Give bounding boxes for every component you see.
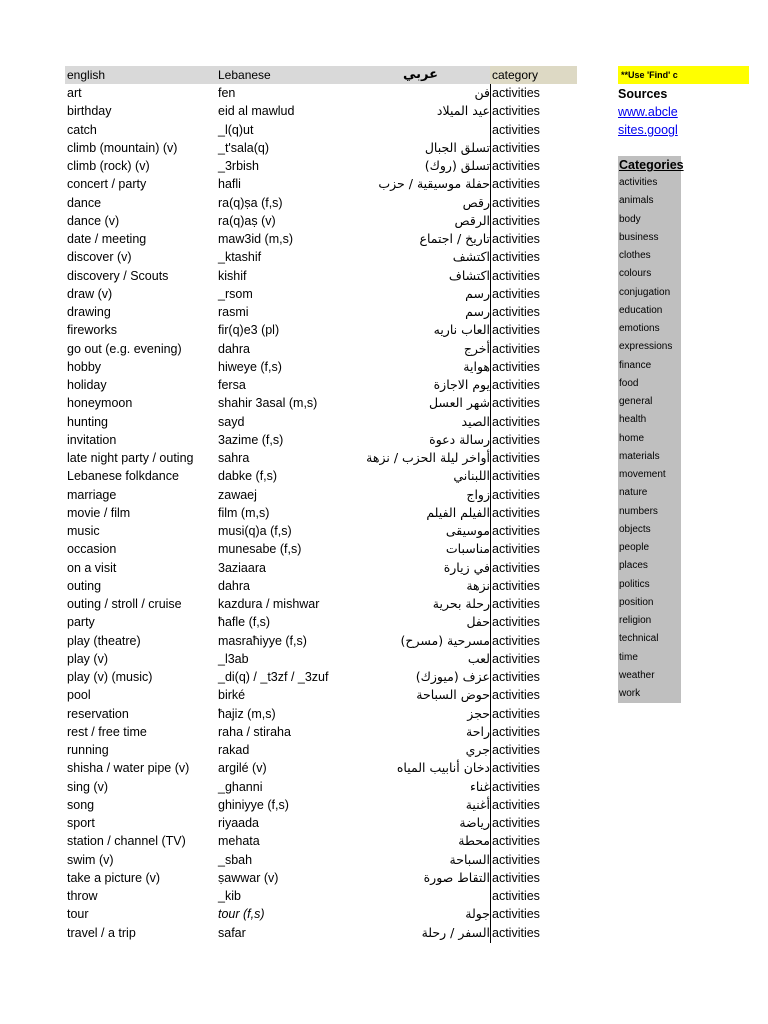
cell-category[interactable]: activities bbox=[492, 816, 540, 830]
category-item[interactable]: religion bbox=[619, 615, 652, 626]
cell-category[interactable]: activities bbox=[492, 761, 540, 776]
category-item[interactable]: education bbox=[619, 304, 663, 316]
cell-arabic[interactable]: نزهة bbox=[466, 577, 490, 593]
cell-arabic[interactable]: الفيلم الفيلم bbox=[426, 504, 490, 520]
category-item[interactable]: work bbox=[619, 688, 641, 699]
category-item[interactable]: activities bbox=[619, 177, 658, 188]
cell-english[interactable]: party bbox=[67, 615, 95, 630]
table-row bbox=[65, 540, 577, 558]
cell-category[interactable]: activities bbox=[492, 341, 540, 356]
cell-english[interactable]: play (v) bbox=[67, 651, 108, 666]
cell-lebanese[interactable]: hafli bbox=[218, 177, 241, 192]
source-link-1[interactable]: www.abcle bbox=[618, 105, 678, 119]
cell-arabic[interactable] bbox=[351, 887, 490, 905]
cell-lebanese[interactable]: ṣawwar (v) bbox=[218, 870, 279, 885]
cell-arabic[interactable]: لعب bbox=[467, 650, 490, 666]
cell-arabic[interactable]: أخرج bbox=[463, 340, 490, 356]
cell-arabic[interactable]: رياضة bbox=[459, 815, 490, 830]
cell-lebanese[interactable]: _sbah bbox=[218, 852, 253, 867]
cell-category[interactable]: activities bbox=[492, 378, 540, 392]
cell-lebanese[interactable]: _ktashif bbox=[218, 250, 262, 265]
cell-arabic[interactable]: حجز bbox=[467, 705, 490, 721]
category-item[interactable]: technical bbox=[619, 633, 659, 645]
category-item[interactable]: emotions bbox=[619, 323, 660, 334]
cell-english[interactable]: discovery / Scouts bbox=[67, 268, 169, 283]
category-item[interactable]: conjugation bbox=[619, 286, 671, 298]
cell-lebanese[interactable]: fir(q)e3 (pl) bbox=[218, 323, 280, 338]
category-item[interactable]: colours bbox=[619, 268, 652, 280]
cell-arabic[interactable]: تاريخ / اجتماع bbox=[419, 231, 490, 246]
table-row bbox=[65, 248, 577, 266]
cell-english[interactable]: art bbox=[67, 86, 82, 100]
table-row bbox=[65, 668, 577, 686]
categories-list bbox=[618, 156, 684, 703]
cell-arabic[interactable]: تسلق الجبال bbox=[424, 139, 490, 155]
cell-category[interactable]: activities bbox=[492, 359, 540, 374]
cell-category[interactable]: activities bbox=[492, 706, 540, 721]
category-item[interactable]: business bbox=[619, 231, 659, 243]
category-item[interactable]: movement bbox=[619, 469, 666, 480]
cell-lebanese[interactable]: _rsom bbox=[218, 286, 253, 301]
cell-arabic[interactable]: اكتشاف bbox=[448, 267, 490, 283]
cell-arabic[interactable]: اكتشف bbox=[452, 249, 490, 265]
table-row bbox=[65, 340, 577, 358]
category-item[interactable]: general bbox=[619, 396, 653, 407]
cell-category[interactable]: activities bbox=[492, 323, 540, 338]
table-row bbox=[65, 285, 577, 303]
cell-lebanese[interactable]: 3azime (f,s) bbox=[218, 432, 284, 447]
category-item[interactable]: people bbox=[619, 542, 650, 553]
cell-category[interactable]: activities bbox=[492, 597, 540, 611]
cell-lebanese[interactable]: mehata bbox=[218, 834, 260, 849]
categories-title[interactable]: Categories bbox=[619, 158, 684, 172]
table-row bbox=[65, 413, 577, 431]
table-row bbox=[65, 486, 577, 504]
cell-category[interactable]: activities bbox=[492, 779, 540, 794]
cell-english[interactable]: throw bbox=[67, 889, 98, 903]
table-header-row bbox=[65, 66, 577, 84]
table-row bbox=[65, 175, 577, 193]
cell-arabic[interactable]: محطة bbox=[458, 833, 490, 849]
cell-arabic[interactable]: حفل bbox=[466, 614, 490, 630]
cell-english[interactable]: station / channel (TV) bbox=[67, 834, 186, 849]
cell-english[interactable]: Lebanese folkdance bbox=[67, 469, 179, 484]
cell-category[interactable]: activities bbox=[492, 159, 540, 173]
table-row bbox=[65, 84, 577, 102]
cell-category[interactable]: activities bbox=[492, 797, 540, 812]
table-row bbox=[65, 723, 577, 741]
header-lebanese[interactable]: Lebanese bbox=[218, 68, 271, 82]
table-row bbox=[65, 267, 577, 285]
cell-category[interactable]: activities bbox=[492, 615, 540, 630]
cell-lebanese[interactable]: shahir 3asal (m,s) bbox=[218, 396, 318, 411]
cell-lebanese[interactable]: rakad bbox=[218, 743, 250, 757]
cell-english[interactable]: holiday bbox=[67, 378, 107, 392]
category-item[interactable]: finance bbox=[619, 359, 652, 371]
table-body bbox=[65, 84, 577, 942]
cell-arabic[interactable]: اللبناني bbox=[453, 468, 490, 484]
cell-english[interactable]: dance (v) bbox=[67, 213, 120, 228]
cell-arabic[interactable]: شهر العسل bbox=[428, 395, 490, 411]
cell-english[interactable]: outing / stroll / cruise bbox=[67, 597, 182, 611]
cell-category[interactable]: activities bbox=[492, 232, 540, 246]
cell-lebanese[interactable]: dahra bbox=[218, 578, 250, 593]
table-row bbox=[65, 686, 577, 704]
cell-arabic[interactable]: غناء bbox=[470, 778, 490, 794]
category-item[interactable]: clothes bbox=[619, 250, 651, 261]
cell-lebanese[interactable]: _l(q)ut bbox=[218, 122, 254, 137]
cell-english[interactable]: rest / free time bbox=[67, 724, 147, 739]
cell-lebanese[interactable]: raha / stiraha bbox=[218, 724, 291, 739]
cell-arabic[interactable]: جولة bbox=[465, 906, 490, 922]
cell-lebanese[interactable]: safar bbox=[218, 925, 246, 940]
cell-english[interactable]: draw (v) bbox=[67, 286, 113, 301]
cell-english[interactable]: swim (v) bbox=[67, 852, 114, 867]
cell-english[interactable]: tour bbox=[67, 907, 89, 922]
category-item[interactable]: position bbox=[619, 596, 654, 608]
cell-category[interactable]: activities bbox=[492, 578, 540, 593]
cell-english[interactable]: birthday bbox=[67, 104, 112, 119]
cell-arabic[interactable] bbox=[351, 121, 490, 139]
table-row bbox=[65, 741, 577, 759]
cell-lebanese[interactable]: argilé (v) bbox=[218, 761, 267, 776]
cell-category[interactable]: activities bbox=[492, 195, 540, 210]
vocabulary-table bbox=[65, 66, 577, 942]
cell-arabic[interactable]: زواج bbox=[466, 486, 490, 502]
table-row bbox=[65, 522, 577, 540]
cell-english[interactable]: discover (v) bbox=[67, 250, 132, 265]
cell-arabic[interactable]: مسرحية (مسرح) bbox=[400, 632, 490, 648]
header-category[interactable]: category bbox=[490, 66, 577, 84]
cell-arabic[interactable]: حوض السباحة bbox=[416, 687, 490, 703]
cell-category[interactable]: activities bbox=[492, 524, 540, 538]
cell-lebanese[interactable]: eid al mawlud bbox=[218, 104, 295, 119]
cell-english[interactable]: travel / a trip bbox=[67, 925, 136, 940]
table-row bbox=[65, 376, 577, 394]
cell-category[interactable]: activities bbox=[492, 834, 540, 849]
cell-arabic[interactable]: السفر / رحلة bbox=[421, 924, 490, 940]
table-row bbox=[65, 887, 577, 905]
category-item[interactable]: numbers bbox=[619, 505, 658, 517]
cell-english[interactable]: on a visit bbox=[67, 560, 117, 575]
cell-lebanese[interactable]: tour (f,s) bbox=[218, 907, 265, 922]
category-item[interactable]: body bbox=[619, 213, 641, 225]
table-row bbox=[65, 577, 577, 595]
cell-arabic[interactable]: أغنية bbox=[465, 796, 490, 812]
category-item[interactable]: food bbox=[619, 377, 639, 389]
cell-category[interactable]: activities bbox=[492, 670, 540, 684]
cell-category[interactable]: activities bbox=[492, 743, 540, 757]
cell-english[interactable]: sport bbox=[67, 816, 95, 830]
table-row bbox=[65, 139, 577, 157]
cell-english[interactable]: invitation bbox=[67, 432, 117, 447]
cell-english[interactable]: music bbox=[67, 524, 100, 538]
table-row bbox=[65, 303, 577, 321]
cell-arabic[interactable]: تسلق (روك) bbox=[424, 158, 490, 173]
cell-lebanese[interactable]: hiweye (f,s) bbox=[218, 359, 282, 374]
cell-english[interactable]: fireworks bbox=[67, 323, 118, 338]
category-item[interactable]: weather bbox=[619, 669, 655, 681]
cell-arabic[interactable]: أواخر ليلة الحزب / نزهة bbox=[366, 450, 490, 465]
cell-arabic[interactable]: حفلة موسيقية / حزب bbox=[378, 176, 490, 192]
sources-title: Sources bbox=[618, 87, 668, 101]
cell-lebanese[interactable]: dabke (f,s) bbox=[218, 469, 278, 484]
cell-english[interactable]: go out (e.g. evening) bbox=[67, 341, 182, 356]
cell-category[interactable]: activities bbox=[492, 469, 540, 484]
cell-lebanese[interactable]: ghiniyye (f,s) bbox=[218, 797, 289, 812]
cell-arabic[interactable]: مناسبات bbox=[445, 541, 490, 557]
table-row bbox=[65, 449, 577, 467]
cell-category[interactable]: activities bbox=[492, 177, 540, 192]
cell-arabic[interactable]: موسيقى bbox=[445, 523, 490, 538]
cell-lebanese[interactable]: sayd bbox=[218, 414, 245, 429]
header-arabic[interactable]: عربي bbox=[402, 67, 438, 82]
table-row bbox=[65, 869, 577, 887]
cell-lebanese[interactable]: _ghanni bbox=[218, 779, 263, 794]
cell-arabic[interactable]: التقاط صورة bbox=[423, 869, 490, 885]
cell-category[interactable]: activities bbox=[492, 724, 540, 739]
table-row bbox=[65, 321, 577, 339]
cell-english[interactable]: dance bbox=[67, 195, 102, 210]
table-row bbox=[65, 431, 577, 449]
table-row bbox=[65, 832, 577, 850]
table-row bbox=[65, 157, 577, 175]
cell-lebanese[interactable]: _t'sala(q) bbox=[218, 140, 270, 155]
cell-category[interactable]: activities bbox=[492, 286, 540, 301]
cell-category[interactable]: activities bbox=[492, 104, 540, 119]
cell-category[interactable]: activities bbox=[492, 432, 540, 447]
cell-lebanese[interactable]: film (m,s) bbox=[218, 505, 270, 520]
cell-category[interactable]: activities bbox=[492, 889, 540, 903]
cell-english[interactable]: hunting bbox=[67, 414, 109, 429]
cell-english[interactable]: play (v) (music) bbox=[67, 670, 153, 684]
table-row bbox=[65, 705, 577, 723]
cell-english[interactable]: play (theatre) bbox=[67, 633, 141, 648]
cell-arabic[interactable]: رحلة بحرية bbox=[432, 596, 490, 611]
cell-category[interactable]: activities bbox=[492, 414, 540, 429]
cell-category[interactable]: activities bbox=[492, 250, 540, 265]
cell-arabic[interactable]: السباحة bbox=[449, 851, 490, 867]
category-item[interactable]: expressions bbox=[619, 341, 673, 353]
cell-arabic[interactable]: فن bbox=[474, 85, 490, 100]
cell-lebanese[interactable]: kazdura / mishwar bbox=[218, 597, 320, 611]
cell-category[interactable]: activities bbox=[492, 122, 540, 137]
cell-english[interactable]: shisha / water pipe (v) bbox=[67, 761, 190, 776]
cell-english[interactable]: hobby bbox=[67, 359, 102, 374]
table-row bbox=[65, 814, 577, 832]
cell-lebanese[interactable]: _l3ab bbox=[218, 651, 249, 666]
cell-lebanese[interactable]: kishif bbox=[218, 268, 247, 283]
cell-english[interactable]: outing bbox=[67, 578, 102, 593]
cell-arabic[interactable]: الرقص bbox=[454, 212, 490, 228]
cell-arabic[interactable]: رسالة دعوة bbox=[429, 431, 490, 447]
cell-category[interactable]: activities bbox=[492, 907, 540, 922]
category-item[interactable]: health bbox=[619, 414, 647, 426]
category-item[interactable]: politics bbox=[619, 578, 650, 590]
cell-category[interactable]: activities bbox=[492, 505, 540, 520]
table-row bbox=[65, 796, 577, 814]
cell-lebanese[interactable]: maw3id (m,s) bbox=[218, 232, 294, 246]
cell-arabic[interactable]: عزف (ميوزك) bbox=[415, 669, 490, 684]
column-divider bbox=[490, 84, 491, 943]
cell-arabic[interactable]: عيد الميلاد bbox=[436, 103, 490, 119]
category-item[interactable]: objects bbox=[619, 523, 651, 535]
category-item[interactable]: time bbox=[619, 651, 638, 663]
cell-arabic[interactable]: دخان أنابيب المياه bbox=[396, 760, 490, 776]
category-item[interactable]: places bbox=[619, 560, 648, 572]
cell-category[interactable]: activities bbox=[492, 140, 540, 155]
cell-category[interactable]: activities bbox=[492, 925, 540, 940]
cell-english[interactable]: concert / party bbox=[67, 177, 147, 192]
table-row bbox=[65, 595, 577, 613]
header-english[interactable]: english bbox=[67, 68, 106, 82]
cell-category[interactable]: activities bbox=[492, 487, 540, 502]
table-row bbox=[65, 924, 577, 942]
cell-arabic[interactable]: رسم bbox=[465, 285, 490, 301]
cell-lebanese[interactable]: zawaej bbox=[218, 487, 257, 502]
cell-english[interactable]: sing (v) bbox=[67, 779, 108, 794]
cell-arabic[interactable]: هواية bbox=[463, 358, 490, 374]
table-row bbox=[65, 230, 577, 248]
cell-english[interactable]: take a picture (v) bbox=[67, 870, 161, 885]
cell-english[interactable]: running bbox=[67, 743, 109, 757]
cell-category[interactable]: activities bbox=[492, 213, 540, 228]
table-row bbox=[65, 905, 577, 923]
cell-category[interactable]: activities bbox=[492, 542, 540, 557]
cell-category[interactable]: activities bbox=[492, 396, 540, 411]
cell-english[interactable]: late night party / outing bbox=[67, 451, 194, 465]
cell-english[interactable]: climb (mountain) (v) bbox=[67, 140, 178, 155]
cell-category[interactable]: activities bbox=[492, 651, 540, 666]
find-note[interactable]: **Use 'Find' c bbox=[618, 66, 749, 84]
table-row bbox=[65, 194, 577, 212]
cell-lebanese[interactable]: rasmi bbox=[218, 305, 249, 319]
cell-category[interactable]: activities bbox=[492, 688, 540, 703]
cell-lebanese[interactable]: _3rbish bbox=[218, 159, 259, 173]
cell-english[interactable]: date / meeting bbox=[67, 232, 147, 246]
table-row bbox=[65, 650, 577, 668]
cell-category[interactable]: activities bbox=[492, 86, 540, 100]
cell-lebanese[interactable]: musi(q)a (f,s) bbox=[218, 524, 292, 538]
cell-arabic[interactable]: رسم bbox=[465, 304, 490, 319]
cell-lebanese[interactable]: ra(q)ṣa (f,s) bbox=[218, 195, 283, 210]
cell-category[interactable]: activities bbox=[492, 852, 540, 867]
cell-category[interactable]: activities bbox=[492, 560, 540, 575]
cell-english[interactable]: movie / film bbox=[67, 505, 131, 520]
cell-english[interactable]: pool bbox=[67, 688, 91, 703]
cell-english[interactable]: reservation bbox=[67, 706, 129, 721]
table-row bbox=[65, 559, 577, 577]
table-row bbox=[65, 467, 577, 485]
cell-lebanese[interactable]: ra(q)aṣ (v) bbox=[218, 213, 276, 228]
table-row bbox=[65, 632, 577, 650]
side-panel bbox=[618, 66, 768, 699]
cell-lebanese[interactable]: riyaada bbox=[218, 816, 259, 830]
category-item[interactable]: home bbox=[619, 432, 645, 444]
cell-category[interactable]: activities bbox=[492, 268, 540, 283]
cell-arabic[interactable]: جري bbox=[465, 742, 490, 757]
cell-category[interactable]: activities bbox=[492, 305, 540, 319]
cell-english[interactable]: climb (rock) (v) bbox=[67, 159, 150, 173]
cell-category[interactable]: activities bbox=[492, 870, 540, 885]
cell-lebanese[interactable]: ħajiz (m,s) bbox=[218, 706, 276, 721]
cell-english[interactable]: drawing bbox=[67, 305, 111, 319]
table-row bbox=[65, 613, 577, 631]
cell-lebanese[interactable]: munesabe (f,s) bbox=[218, 542, 302, 557]
table-row bbox=[65, 851, 577, 869]
cell-lebanese[interactable]: birké bbox=[218, 688, 246, 703]
category-item[interactable]: nature bbox=[619, 487, 648, 499]
cell-lebanese[interactable]: 3aziaara bbox=[218, 560, 266, 575]
cell-lebanese[interactable]: masraħiyye (f,s) bbox=[218, 633, 307, 648]
cell-category[interactable]: activities bbox=[492, 451, 540, 465]
table-row bbox=[65, 394, 577, 412]
cell-category[interactable]: activities bbox=[492, 633, 540, 648]
cell-arabic[interactable]: العاب ناريه bbox=[433, 322, 490, 338]
category-item[interactable]: materials bbox=[619, 450, 660, 462]
cell-arabic[interactable]: في زيارة bbox=[443, 559, 490, 575]
cell-arabic[interactable]: الصيد bbox=[461, 413, 490, 429]
cell-arabic[interactable]: يوم الاجازة bbox=[433, 377, 490, 392]
cell-lebanese[interactable]: _di(q) / _t3zf / _3zuf bbox=[218, 670, 329, 684]
table-row bbox=[65, 102, 577, 120]
cell-arabic[interactable]: راحة bbox=[466, 723, 490, 739]
cell-english[interactable]: occasion bbox=[67, 542, 117, 557]
cell-lebanese[interactable]: dahra bbox=[218, 341, 250, 356]
table-row bbox=[65, 778, 577, 796]
cell-lebanese[interactable]: _kib bbox=[218, 889, 241, 903]
category-item[interactable]: animals bbox=[619, 195, 654, 207]
cell-lebanese[interactable]: fersa bbox=[218, 378, 246, 392]
cell-lebanese[interactable]: ħafle (f,s) bbox=[218, 615, 271, 630]
cell-lebanese[interactable]: fen bbox=[218, 86, 236, 100]
cell-lebanese[interactable]: sahra bbox=[218, 451, 250, 465]
table-row bbox=[65, 504, 577, 522]
table-row bbox=[65, 759, 577, 777]
table-row bbox=[65, 358, 577, 376]
table-row bbox=[65, 121, 577, 139]
table-row bbox=[65, 212, 577, 230]
cell-english[interactable]: catch bbox=[67, 122, 97, 137]
cell-english[interactable]: marriage bbox=[67, 487, 117, 502]
cell-english[interactable]: honeymoon bbox=[67, 396, 133, 411]
cell-english[interactable]: song bbox=[67, 797, 95, 812]
source-link-2[interactable]: sites.googl bbox=[618, 123, 678, 137]
cell-arabic[interactable]: رقص bbox=[462, 194, 490, 210]
